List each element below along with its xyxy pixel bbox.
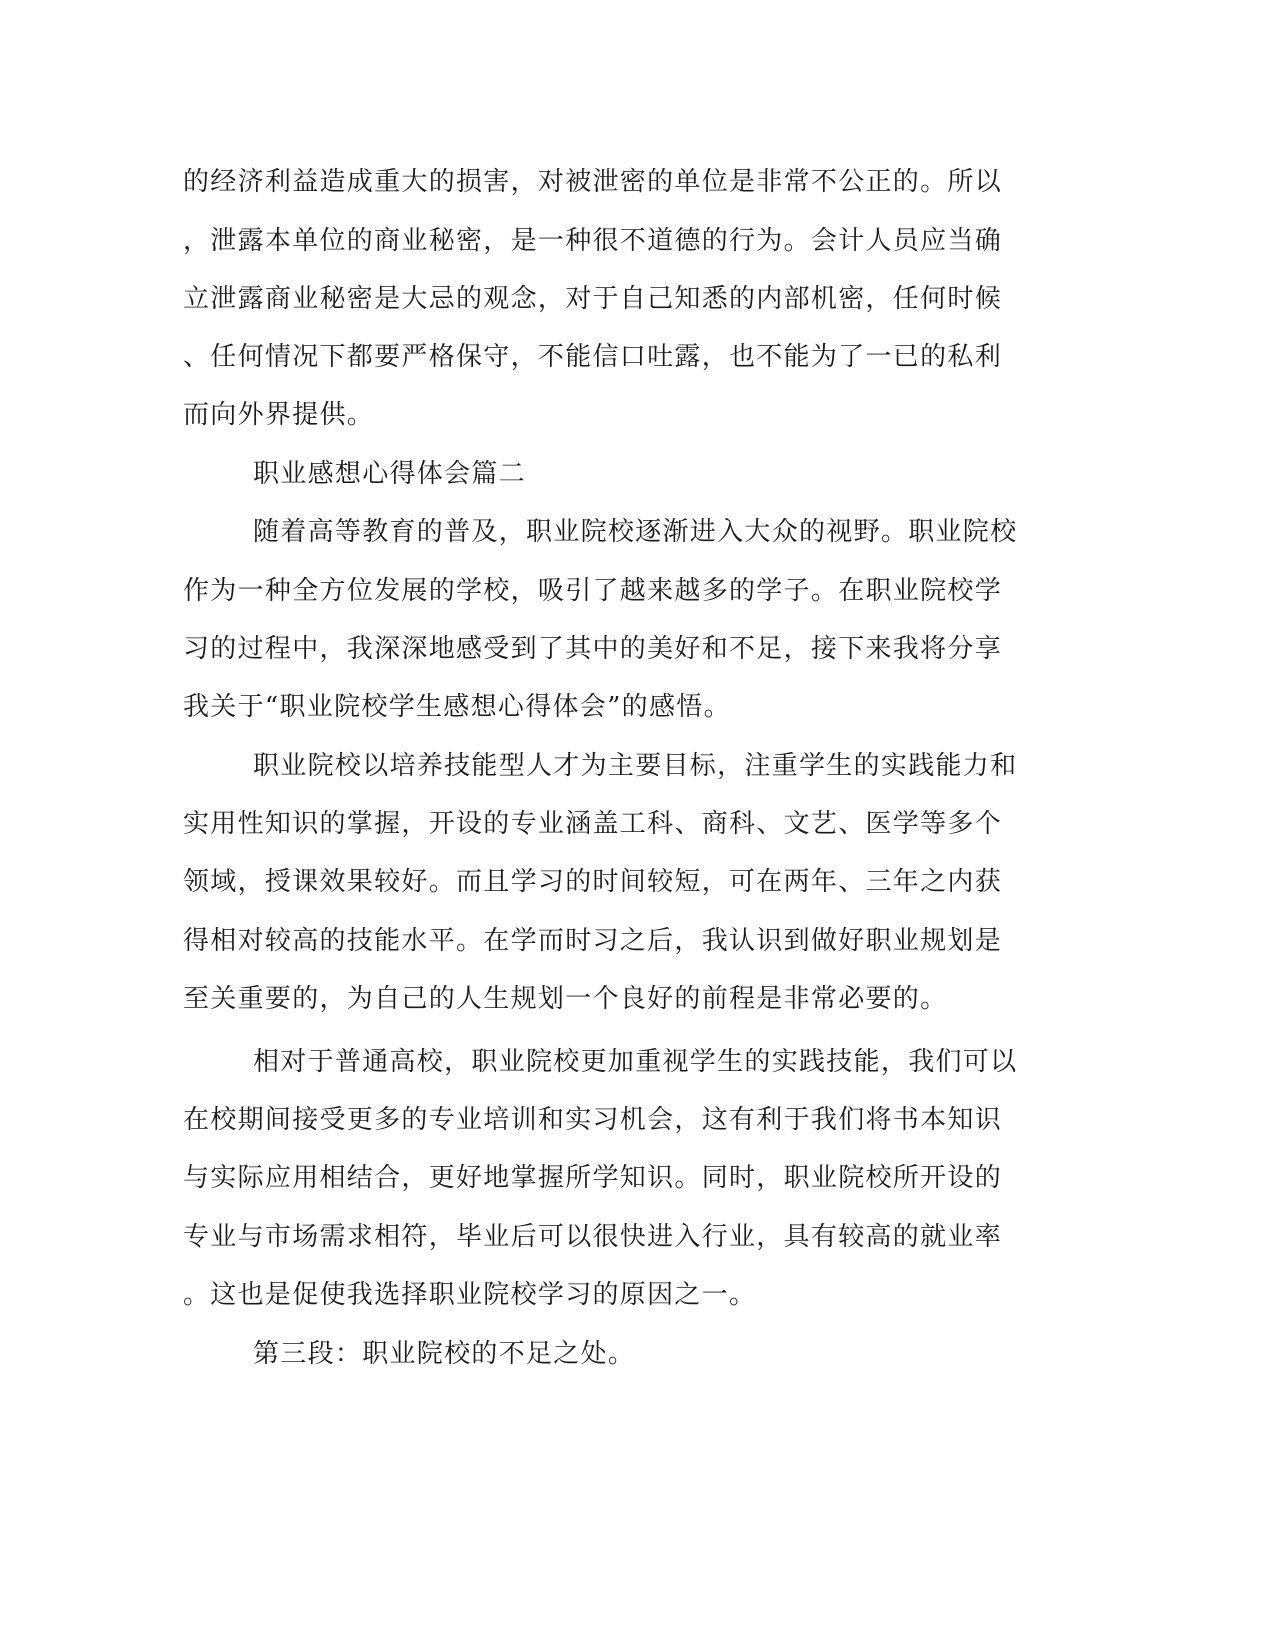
text-line: 的经济利益造成重大的损害，对被泄密的单位是非常不公正的。所以 — [183, 167, 1003, 197]
text-line: 我关于“职业院校学生感想心得体会”的感悟。 — [183, 692, 731, 722]
text-line: 相对于普通高校，职业院校更加重视学生的实践技能，我们可以 — [253, 1047, 1018, 1077]
text-line: 实用性知识的掌握，开设的专业涵盖工科、商科、文艺、医学等多个 — [183, 809, 1003, 839]
text-line: 。这也是促使我选择职业院校学习的原因之一。 — [183, 1280, 757, 1310]
text-line: 、任何情况下都要严格保守，不能信口吐露，也不能为了一已的私利 — [183, 342, 1003, 372]
text-line: ，泄露本单位的商业秘密，是一种很不道德的行为。会计人员应当确 — [183, 226, 1003, 256]
section-heading: 第三段：职业院校的不足之处。 — [253, 1339, 636, 1369]
text-line: 作为一种全方位发展的学校，吸引了越来越多的学子。在职业院校学 — [183, 576, 1003, 606]
text-line: 专业与市场需求相符，毕业后可以很快进入行业，具有较高的就业率 — [183, 1222, 1003, 1252]
text-line: 在校期间接受更多的专业培训和实习机会，这有利于我们将书本知识 — [183, 1105, 1003, 1135]
text-line: 随着高等教育的普及，职业院校逐渐进入大众的视野。职业院校 — [253, 517, 1018, 547]
text-line: 至关重要的，为自己的人生规划一个良好的前程是非常必要的。 — [183, 984, 948, 1014]
text-line: 立泄露商业秘密是大忌的观念，对于自己知悉的内部机密，任何时候 — [183, 284, 1003, 314]
text-line: 与实际应用相结合，更好地掌握所学知识。同时，职业院校所开设的 — [183, 1163, 1003, 1193]
text-line: 而向外界提供。 — [183, 400, 375, 430]
text-line: 得相对较高的技能水平。在学而时习之后，我认识到做好职业规划是 — [183, 926, 1003, 956]
text-line: 习的过程中，我深深地感受到了其中的美好和不足，接下来我将分享 — [183, 634, 1003, 664]
text-line: 领域，授课效果较好。而且学习的时间较短，可在两年、三年之内获 — [183, 867, 1003, 897]
section-heading: 职业感想心得体会篇二 — [253, 459, 527, 489]
text-line: 职业院校以培养技能型人才为主要目标，注重学生的实践能力和 — [253, 751, 1018, 781]
